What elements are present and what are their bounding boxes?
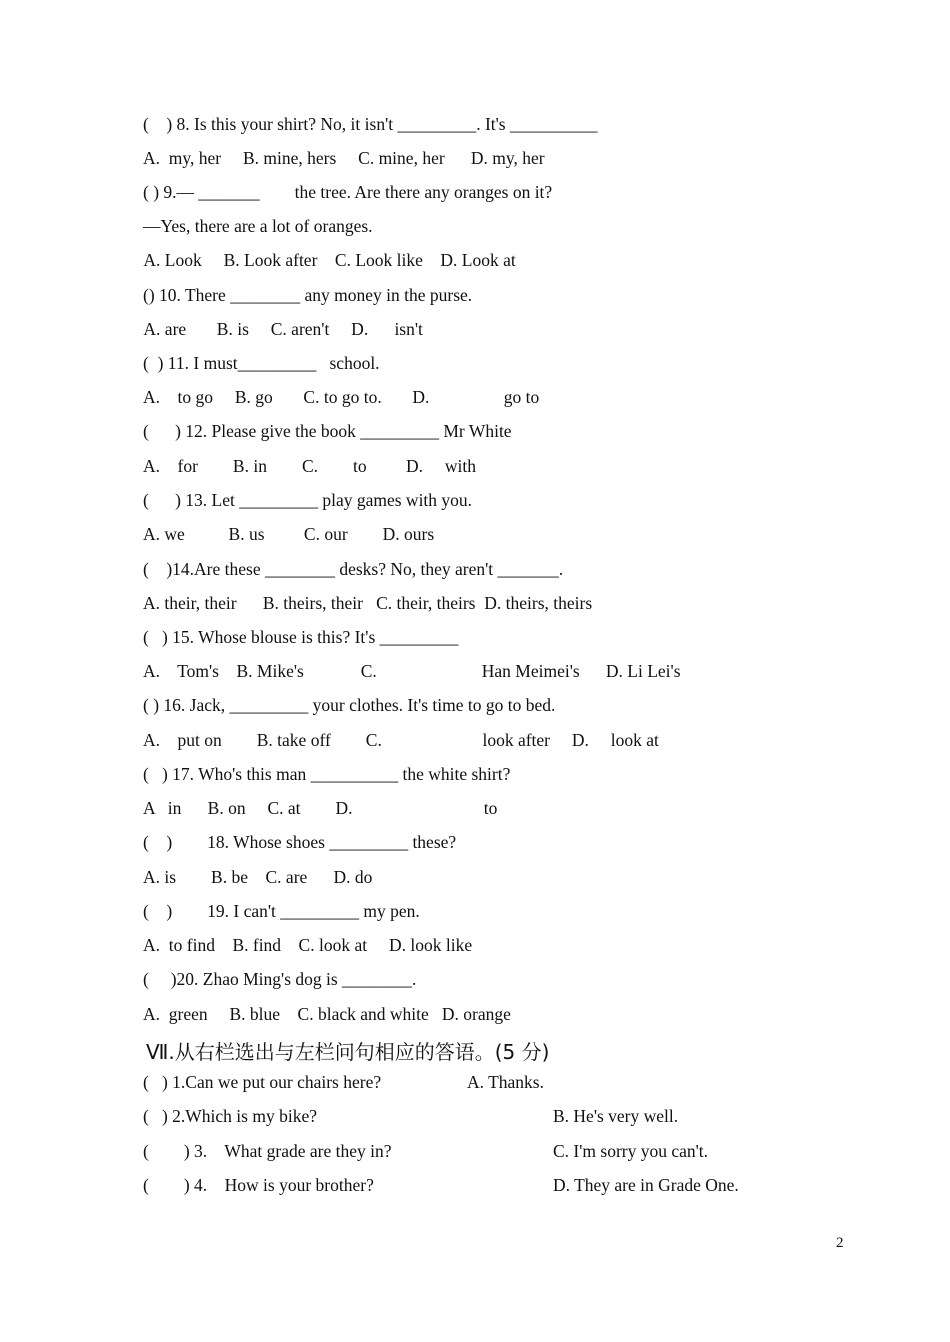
line-q13: ( ) 13. Let _________ play games with you. (143, 490, 473, 510)
line-q12-options: A. for B. in C. to D. with (143, 456, 476, 476)
line-q11: ( ) 11. I must_________ school. (143, 353, 380, 373)
line-q14: ( )14.Are these ________ desks? No, they aren't _______. (143, 559, 564, 579)
section-title: Ⅶ.从右栏选出与左栏问句相应的答语。(5 分) (146, 1040, 550, 1064)
matching-question: ( ) 3. What grade are they in? (143, 1141, 392, 1161)
line-q11-options: A. to go B. go C. to go to. D. go to (143, 387, 540, 407)
line-q17: ( ) 17. Who's this man __________ the white shirt? (143, 764, 511, 784)
line-q9-options: A. Look B. Look after C. Look like D. Look at (140, 250, 516, 270)
line-q16: ( ) 16. Jack, _________ your clothes. It's time to go to bed. (143, 695, 556, 715)
line-q8-options: A. my, her B. mine, hers C. mine, her D. my, her (143, 148, 545, 168)
matching-answer: A. Thanks. (467, 1072, 544, 1092)
line-q9-cont: —Yes, there are a lot of oranges. (143, 216, 373, 236)
line-q13-options: A. we B. us C. our D. ours (143, 524, 435, 544)
line-q8: ( ) 8. Is this your shirt? No, it isn't _________. It's __________ (143, 114, 598, 134)
line-q18-options: A. is B. be C. are D. do (143, 867, 373, 887)
matching-answer: D. They are in Grade One. (553, 1175, 739, 1195)
line-q10: () 10. There ________ any money in the purse. (143, 285, 473, 305)
line-q14-options: A. their, their B. theirs, their C. their, theirs D. theirs, theirs (143, 593, 593, 613)
matching-question: ( ) 1.Can we put our chairs here? (143, 1072, 382, 1092)
line-q20: ( )20. Zhao Ming's dog is ________. (143, 969, 417, 989)
line-q17-options: A in B. on C. at D. to (143, 798, 498, 818)
line-q19: ( ) 19. I can't _________ my pen. (143, 901, 420, 921)
page-number: 2 (836, 1235, 844, 1251)
matching-answer: B. He's very well. (553, 1106, 679, 1126)
matching-question: ( ) 2.Which is my bike? (143, 1106, 317, 1126)
line-q10-options: A. are B. is C. aren't D. isn't (140, 319, 423, 339)
line-q19-options: A. to find B. find C. look at D. look like (143, 935, 473, 955)
line-q12: ( ) 12. Please give the book _________ Mr White (143, 421, 512, 441)
line-q9: ( ) 9.— _______ the tree. Are there any oranges on it? (143, 182, 553, 202)
line-q16-options: A. put on B. take off C. look after D. look at (143, 730, 659, 750)
matching-question: ( ) 4. How is your brother? (143, 1175, 374, 1195)
line-q15: ( ) 15. Whose blouse is this? It's _________ (143, 627, 459, 647)
line-q20-options: A. green B. blue C. black and white D. orange (143, 1004, 511, 1024)
line-q15-options: A. Tom's B. Mike's C. Han Meimei's D. Li Lei's (143, 661, 681, 681)
matching-answer: C. I'm sorry you can't. (553, 1141, 709, 1161)
line-q18: ( ) 18. Whose shoes _________ these? (143, 832, 457, 852)
